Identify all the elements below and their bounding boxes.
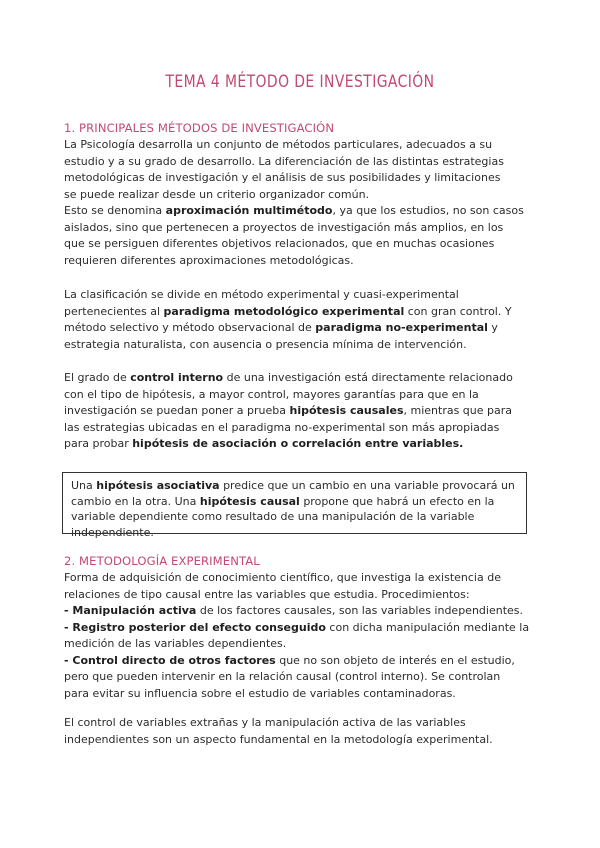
section-heading-1: 1. PRINCIPALES MÉTODOS DE INVESTIGACIÓN — [64, 121, 335, 135]
text-line: para probar hipótesis de asociación o correlación entre variables. — [64, 437, 464, 450]
text-line: investigación se puedan poner a prueba hipótesis causales, mientras que para — [64, 404, 513, 417]
text-line: las estrategias ubicadas en el paradigma no-experimental son más apropiadas — [64, 420, 500, 434]
box-text — [71, 478, 518, 540]
text-line: Esto se denomina aproximación multimétodo, ya que los estudios, no son casos — [64, 204, 524, 217]
text-line: para evitar su influencia sobre el estudio de variables contaminadoras. — [64, 686, 456, 700]
text-line: Forma de adquisición de conocimiento científico, que investiga la existencia de — [64, 571, 501, 584]
text-line: - Manipulación activa de los factores causales, son las variables independientes. — [64, 604, 524, 617]
text-line: La Psicología desarrolla un conjunto de métodos particulares, adecuados a su — [64, 138, 493, 151]
text-line: método selectivo y método observacional de paradigma no-experimental y — [64, 321, 498, 334]
text-line: - Registro posterior del efecto conseguido con dicha manipulación mediante la — [64, 620, 530, 634]
section1-paragraph-3 — [64, 287, 536, 353]
text-line: metodológicas de investigación y el análisis de sus posibilidades y limitaciones — [64, 171, 501, 184]
section2-paragraph-1 — [64, 570, 536, 702]
text-line: La clasificación se divide en método experimental y cuasi-experimental — [64, 288, 459, 301]
section-heading-2: 2. METODOLOGÍA EXPERIMENTAL — [64, 554, 260, 568]
text-line: pero que pueden intervenir en la relación causal (control interno). Se controlan — [64, 670, 501, 683]
text-line: Una hipótesis asociativa predice que un cambio en una variable provocará un — [71, 479, 515, 492]
page-title: TEMA 4 MÉTODO DE INVESTIGACIÓN — [165, 72, 435, 92]
text-line: estudio y a su grado de desarrollo. La diferenciación de las distintas estrategias — [64, 154, 504, 168]
text-line: - Control directo de otros factores que no son objeto de interés en el estudio, — [64, 653, 515, 667]
text-line: cambio en la otra. Una hipótesis causal propone que habrá un efecto en la — [71, 494, 495, 508]
text-line: medición de las variables dependientes. — [64, 637, 287, 650]
text-line: se puede realizar desde un criterio organizador común. — [64, 187, 370, 201]
text-line: que se persiguen diferentes objetivos relacionados, que en muchas ocasiones — [64, 237, 495, 250]
text-line: con el tipo de hipótesis, a mayor control, mayores garantías para que en la — [64, 387, 479, 401]
text-line: estrategia naturalista, con ausencia o presencia mínima de intervención. — [64, 337, 467, 351]
hypothesis-definition-box — [62, 472, 527, 539]
section1-paragraph-4 — [64, 370, 536, 453]
section1-paragraph-1 — [64, 137, 536, 269]
text-line: aislados, sino que pertenecen a proyectos de investigación más amplios, en los — [64, 220, 504, 234]
text-line: El control de variables extrañas y la manipulación activa de las variables — [64, 716, 466, 729]
text-line: El grado de control interno de una investigación está directamente relacionado — [64, 371, 513, 384]
text-line: relaciones de tipo causal entre las variables que estudia. Procedimientos: — [64, 587, 470, 601]
text-line: independientes son un aspecto fundamental en la metodología experimental. — [64, 732, 493, 746]
text-line: requieren diferentes aproximaciones metodológicas. — [64, 253, 354, 267]
text-line: independiente. — [71, 525, 154, 539]
text-line: variable dependiente como resultado de una manipulación de la variable — [71, 510, 475, 523]
section2-paragraph-2 — [64, 715, 536, 748]
text-line: pertenecientes al paradigma metodológico experimental con gran control. Y — [64, 304, 512, 318]
